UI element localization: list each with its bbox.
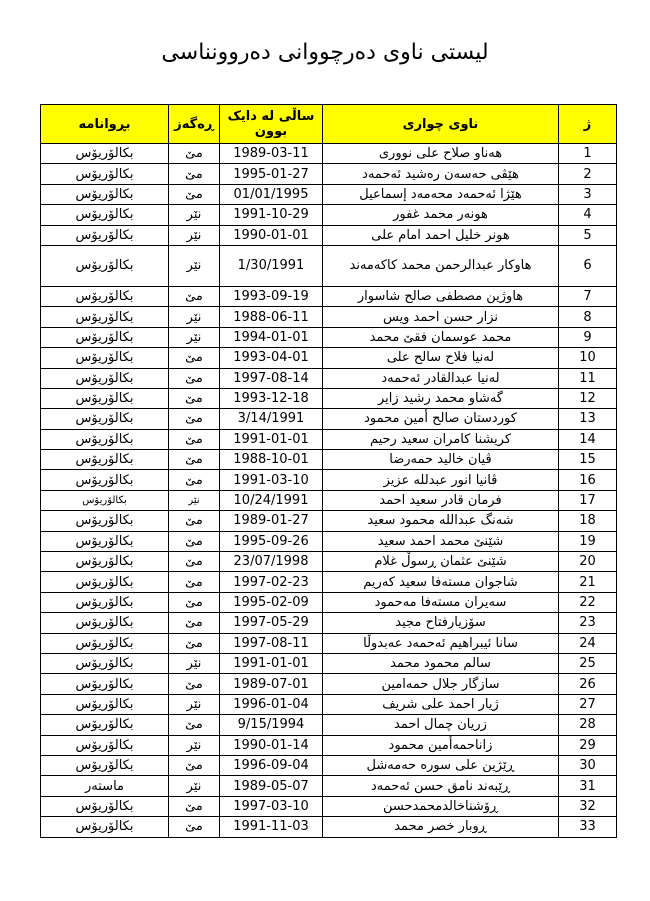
gender-cell: مێ bbox=[169, 572, 220, 592]
table-row bbox=[41, 552, 617, 572]
gender-cell: مێ bbox=[169, 755, 220, 775]
degree-cell: بکالۆریۆس bbox=[41, 470, 169, 490]
name-cell: ڕێژین علی سورە حەمەشل bbox=[323, 755, 559, 775]
name-cell: ڕۆشناخالدمحمدحسن bbox=[323, 796, 559, 816]
name-cell: هێژا ئەحمەد محەمەد إسماعیل bbox=[323, 184, 559, 204]
gender-cell: مێ bbox=[169, 511, 220, 531]
table-row bbox=[41, 776, 617, 796]
degree-cell: بکالۆریۆس bbox=[41, 368, 169, 388]
table-row bbox=[41, 735, 617, 755]
birth-date-cell: 1989-03-11 bbox=[220, 144, 323, 164]
table-row bbox=[41, 531, 617, 551]
degree-cell: بکالۆریۆس bbox=[41, 409, 169, 429]
number-cell: 17 bbox=[559, 490, 617, 510]
table-row bbox=[41, 348, 617, 368]
name-cell: شاجوان مستەفا سعید کەریم bbox=[323, 572, 559, 592]
birth-date-cell: 1997-02-23 bbox=[220, 572, 323, 592]
degree-cell: بکالۆریۆس bbox=[41, 552, 169, 572]
gender-cell: مێ bbox=[169, 817, 220, 837]
degree-cell: بکالۆریۆس bbox=[41, 286, 169, 306]
birth-date-cell: 10/24/1991 bbox=[220, 490, 323, 510]
birth-date-cell: 1991-01-01 bbox=[220, 653, 323, 673]
table-row bbox=[41, 225, 617, 245]
degree-cell: بکالۆریۆس bbox=[41, 694, 169, 714]
number-cell: 9 bbox=[559, 327, 617, 347]
degree-cell: بکالۆریۆس bbox=[41, 531, 169, 551]
gender-cell: مێ bbox=[169, 368, 220, 388]
name-cell: شەنگ عبدالله محمود سعید bbox=[323, 511, 559, 531]
birth-date-cell: 1997-05-29 bbox=[220, 613, 323, 633]
gender-cell: مێ bbox=[169, 429, 220, 449]
table-body bbox=[41, 144, 617, 838]
birth-date-cell: 1993-12-18 bbox=[220, 388, 323, 408]
degree-cell: بکالۆریۆس bbox=[41, 388, 169, 408]
degree-cell: بکالۆریۆس bbox=[41, 633, 169, 653]
birth-date-cell: 1991-10-29 bbox=[220, 205, 323, 225]
number-cell: 15 bbox=[559, 450, 617, 470]
header-degree: بڕوانامە bbox=[41, 105, 169, 144]
table-row bbox=[41, 633, 617, 653]
table-row bbox=[41, 164, 617, 184]
gender-cell: مێ bbox=[169, 531, 220, 551]
degree-cell: بکالۆریۆس bbox=[41, 245, 169, 286]
table-row bbox=[41, 429, 617, 449]
birth-date-cell: 1995-01-27 bbox=[220, 164, 323, 184]
number-cell: 4 bbox=[559, 205, 617, 225]
degree-cell: بکالۆریۆس bbox=[41, 511, 169, 531]
birth-date-cell: 1990-01-14 bbox=[220, 735, 323, 755]
birth-date-cell: 1989-07-01 bbox=[220, 674, 323, 694]
table-row bbox=[41, 796, 617, 816]
table-header bbox=[41, 105, 617, 144]
name-cell: هاوکار عبدالرحمن محمد کاکەمەند bbox=[323, 245, 559, 286]
name-cell: شێنێ عثمان ڕسوڵ غلام bbox=[323, 552, 559, 572]
degree-cell: بکالۆریۆس bbox=[41, 572, 169, 592]
degree-cell: بکالۆریۆس bbox=[41, 715, 169, 735]
table-row bbox=[41, 327, 617, 347]
name-cell: هەناو صلاح علی نووری bbox=[323, 144, 559, 164]
name-cell: سۆزیارفتاح مجید bbox=[323, 613, 559, 633]
table-row bbox=[41, 755, 617, 775]
birth-date-cell: 1993-09-19 bbox=[220, 286, 323, 306]
table-row bbox=[41, 694, 617, 714]
number-cell: 11 bbox=[559, 368, 617, 388]
name-cell: لەنیا فلاح سالح علی bbox=[323, 348, 559, 368]
gender-cell: مێ bbox=[169, 470, 220, 490]
birth-date-cell: 1988-06-11 bbox=[220, 307, 323, 327]
degree-cell: بکالۆریۆس bbox=[41, 592, 169, 612]
number-cell: 12 bbox=[559, 388, 617, 408]
number-cell: 28 bbox=[559, 715, 617, 735]
degree-cell: بکالۆریۆس bbox=[41, 755, 169, 775]
birth-date-cell: 9/15/1994 bbox=[220, 715, 323, 735]
birth-date-cell: 1997-08-14 bbox=[220, 368, 323, 388]
table-row bbox=[41, 715, 617, 735]
name-cell: هونر خلیل احمد امام علی bbox=[323, 225, 559, 245]
name-cell: نزار حسن احمد ویس bbox=[323, 307, 559, 327]
degree-cell: بکالۆریۆس bbox=[41, 327, 169, 347]
page-title: لیستی ناوی دەرچووانی دەروونناسی bbox=[161, 40, 489, 65]
name-cell: ڕێبەند نامق حسن ئەحمەد bbox=[323, 776, 559, 796]
birth-date-cell: 1990-01-01 bbox=[220, 225, 323, 245]
birth-date-cell: 23/07/1998 bbox=[220, 552, 323, 572]
graduates-table bbox=[40, 104, 617, 838]
header-full-name: ناوی چواری bbox=[323, 105, 559, 144]
table-row bbox=[41, 368, 617, 388]
name-cell: هێڤی حەسەن رەشید ئەحمەد bbox=[323, 164, 559, 184]
name-cell: هونەر محمد غفور bbox=[323, 205, 559, 225]
degree-cell: بکالۆریۆس bbox=[41, 735, 169, 755]
number-cell: 16 bbox=[559, 470, 617, 490]
header-gender: ڕەگەز bbox=[169, 105, 220, 144]
gender-cell: مێ bbox=[169, 715, 220, 735]
gender-cell: نێر bbox=[169, 307, 220, 327]
gender-cell: مێ bbox=[169, 633, 220, 653]
degree-cell: بکالۆریۆس bbox=[41, 450, 169, 470]
degree-cell: بکالۆریۆس bbox=[41, 205, 169, 225]
gender-cell: مێ bbox=[169, 592, 220, 612]
name-cell: زریان چمال احمد bbox=[323, 715, 559, 735]
header-row bbox=[41, 105, 617, 144]
number-cell: 33 bbox=[559, 817, 617, 837]
gender-cell: مێ bbox=[169, 184, 220, 204]
gender-cell: نێر bbox=[169, 327, 220, 347]
degree-cell: بکالۆریۆس bbox=[41, 653, 169, 673]
birth-date-cell: 1989-01-27 bbox=[220, 511, 323, 531]
number-cell: 24 bbox=[559, 633, 617, 653]
table-row bbox=[41, 613, 617, 633]
number-cell: 22 bbox=[559, 592, 617, 612]
degree-cell: بکالۆریۆس bbox=[41, 307, 169, 327]
birth-date-cell: 1995-02-09 bbox=[220, 592, 323, 612]
number-cell: 21 bbox=[559, 572, 617, 592]
gender-cell: مێ bbox=[169, 388, 220, 408]
gender-cell: نێر bbox=[169, 735, 220, 755]
name-cell: شێنێ محمد احمد سعید bbox=[323, 531, 559, 551]
number-cell: 18 bbox=[559, 511, 617, 531]
table-row bbox=[41, 470, 617, 490]
number-cell: 30 bbox=[559, 755, 617, 775]
gender-cell: مێ bbox=[169, 164, 220, 184]
table-row bbox=[41, 388, 617, 408]
gender-cell: نێر bbox=[169, 205, 220, 225]
birth-date-cell: 1995-09-26 bbox=[220, 531, 323, 551]
gender-cell: مێ bbox=[169, 613, 220, 633]
name-cell: کوردستان صالح أمین محمود bbox=[323, 409, 559, 429]
name-cell: فرمان قادر سعید احمد bbox=[323, 490, 559, 510]
number-cell: 19 bbox=[559, 531, 617, 551]
birth-date-cell: 1997-08-11 bbox=[220, 633, 323, 653]
gender-cell: مێ bbox=[169, 796, 220, 816]
degree-cell: بکالۆریۆس bbox=[41, 817, 169, 837]
header-birth-date: ساڵی لە دایک بوون bbox=[220, 105, 323, 144]
birth-date-cell: 1993-04-01 bbox=[220, 348, 323, 368]
number-cell: 3 bbox=[559, 184, 617, 204]
birth-date-cell: 1991-11-03 bbox=[220, 817, 323, 837]
degree-cell: بکالۆریۆس bbox=[41, 348, 169, 368]
table-row bbox=[41, 307, 617, 327]
table-row bbox=[41, 653, 617, 673]
name-cell: سەیران مستەفا مەحمود bbox=[323, 592, 559, 612]
name-cell: زاناحمەأمین محمود bbox=[323, 735, 559, 755]
degree-cell: بکالۆریۆس bbox=[41, 184, 169, 204]
degree-cell: بکالۆریۆس bbox=[41, 164, 169, 184]
table-row bbox=[41, 572, 617, 592]
gender-cell: مێ bbox=[169, 286, 220, 306]
name-cell: ڤانیا انور عبدلله عزیز bbox=[323, 470, 559, 490]
gender-cell: نێر bbox=[169, 490, 220, 510]
number-cell: 7 bbox=[559, 286, 617, 306]
number-cell: 1 bbox=[559, 144, 617, 164]
gender-cell: نێر bbox=[169, 653, 220, 673]
name-cell: سانا ئیبراهیم ئەحمەد عەبدوڵا bbox=[323, 633, 559, 653]
degree-cell: ماستەر bbox=[41, 776, 169, 796]
table-row bbox=[41, 205, 617, 225]
number-cell: 26 bbox=[559, 674, 617, 694]
degree-cell: بکالۆریۆس bbox=[41, 429, 169, 449]
name-cell: ڤیان خالید حمەرضا bbox=[323, 450, 559, 470]
table-row bbox=[41, 490, 617, 510]
number-cell: 31 bbox=[559, 776, 617, 796]
number-cell: 23 bbox=[559, 613, 617, 633]
name-cell: ژیار احمد علی شریف bbox=[323, 694, 559, 714]
name-cell: سالم محمود محمد bbox=[323, 653, 559, 673]
number-cell: 29 bbox=[559, 735, 617, 755]
number-cell: 2 bbox=[559, 164, 617, 184]
table-row bbox=[41, 144, 617, 164]
name-cell: سازگار جلال حمەامین bbox=[323, 674, 559, 694]
gender-cell: مێ bbox=[169, 552, 220, 572]
name-cell: ڕوبار خصر محمد bbox=[323, 817, 559, 837]
number-cell: 13 bbox=[559, 409, 617, 429]
number-cell: 14 bbox=[559, 429, 617, 449]
table-row bbox=[41, 409, 617, 429]
birth-date-cell: 1989-05-07 bbox=[220, 776, 323, 796]
number-cell: 25 bbox=[559, 653, 617, 673]
birth-date-cell: 1997-03-10 bbox=[220, 796, 323, 816]
gender-cell: نێر bbox=[169, 694, 220, 714]
table-row bbox=[41, 817, 617, 837]
gender-cell: نێر bbox=[169, 225, 220, 245]
degree-cell: بکالۆریۆس bbox=[41, 796, 169, 816]
number-cell: 5 bbox=[559, 225, 617, 245]
name-cell: کریشنا کامران سعید رحیم bbox=[323, 429, 559, 449]
birth-date-cell: 1/30/1991 bbox=[220, 245, 323, 286]
birth-date-cell: 1991-01-01 bbox=[220, 429, 323, 449]
number-cell: 6 bbox=[559, 245, 617, 286]
birth-date-cell: 1996-09-04 bbox=[220, 755, 323, 775]
gender-cell: مێ bbox=[169, 674, 220, 694]
table-row bbox=[41, 286, 617, 306]
name-cell: گەشاو محمد رشید زایر bbox=[323, 388, 559, 408]
gender-cell: نێر bbox=[169, 245, 220, 286]
number-cell: 27 bbox=[559, 694, 617, 714]
gender-cell: مێ bbox=[169, 348, 220, 368]
degree-cell: بکالۆریۆس bbox=[41, 490, 169, 510]
degree-cell: بکالۆریۆس bbox=[41, 674, 169, 694]
gender-cell: مێ bbox=[169, 409, 220, 429]
gender-cell: مێ bbox=[169, 144, 220, 164]
degree-cell: بکالۆریۆس bbox=[41, 225, 169, 245]
table-row bbox=[41, 511, 617, 531]
degree-cell: بکالۆریۆس bbox=[41, 613, 169, 633]
number-cell: 20 bbox=[559, 552, 617, 572]
table-row bbox=[41, 245, 617, 286]
number-cell: 10 bbox=[559, 348, 617, 368]
birth-date-cell: 1988-10-01 bbox=[220, 450, 323, 470]
table-row bbox=[41, 674, 617, 694]
gender-cell: مێ bbox=[169, 450, 220, 470]
table-row bbox=[41, 184, 617, 204]
birth-date-cell: 01/01/1995 bbox=[220, 184, 323, 204]
birth-date-cell: 1996-01-04 bbox=[220, 694, 323, 714]
number-cell: 32 bbox=[559, 796, 617, 816]
name-cell: هاوژین مصطفی صالح شاسوار bbox=[323, 286, 559, 306]
name-cell: لەنیا عبدالقادر ئەحمەد bbox=[323, 368, 559, 388]
table-row bbox=[41, 592, 617, 612]
header-number: ژ bbox=[559, 105, 617, 144]
birth-date-cell: 3/14/1991 bbox=[220, 409, 323, 429]
gender-cell: نێر bbox=[169, 776, 220, 796]
degree-cell: بکالۆریۆس bbox=[41, 144, 169, 164]
table-row bbox=[41, 450, 617, 470]
number-cell: 8 bbox=[559, 307, 617, 327]
birth-date-cell: 1994-01-01 bbox=[220, 327, 323, 347]
birth-date-cell: 1991-03-10 bbox=[220, 470, 323, 490]
name-cell: محمد عوسمان فقێ محمد bbox=[323, 327, 559, 347]
